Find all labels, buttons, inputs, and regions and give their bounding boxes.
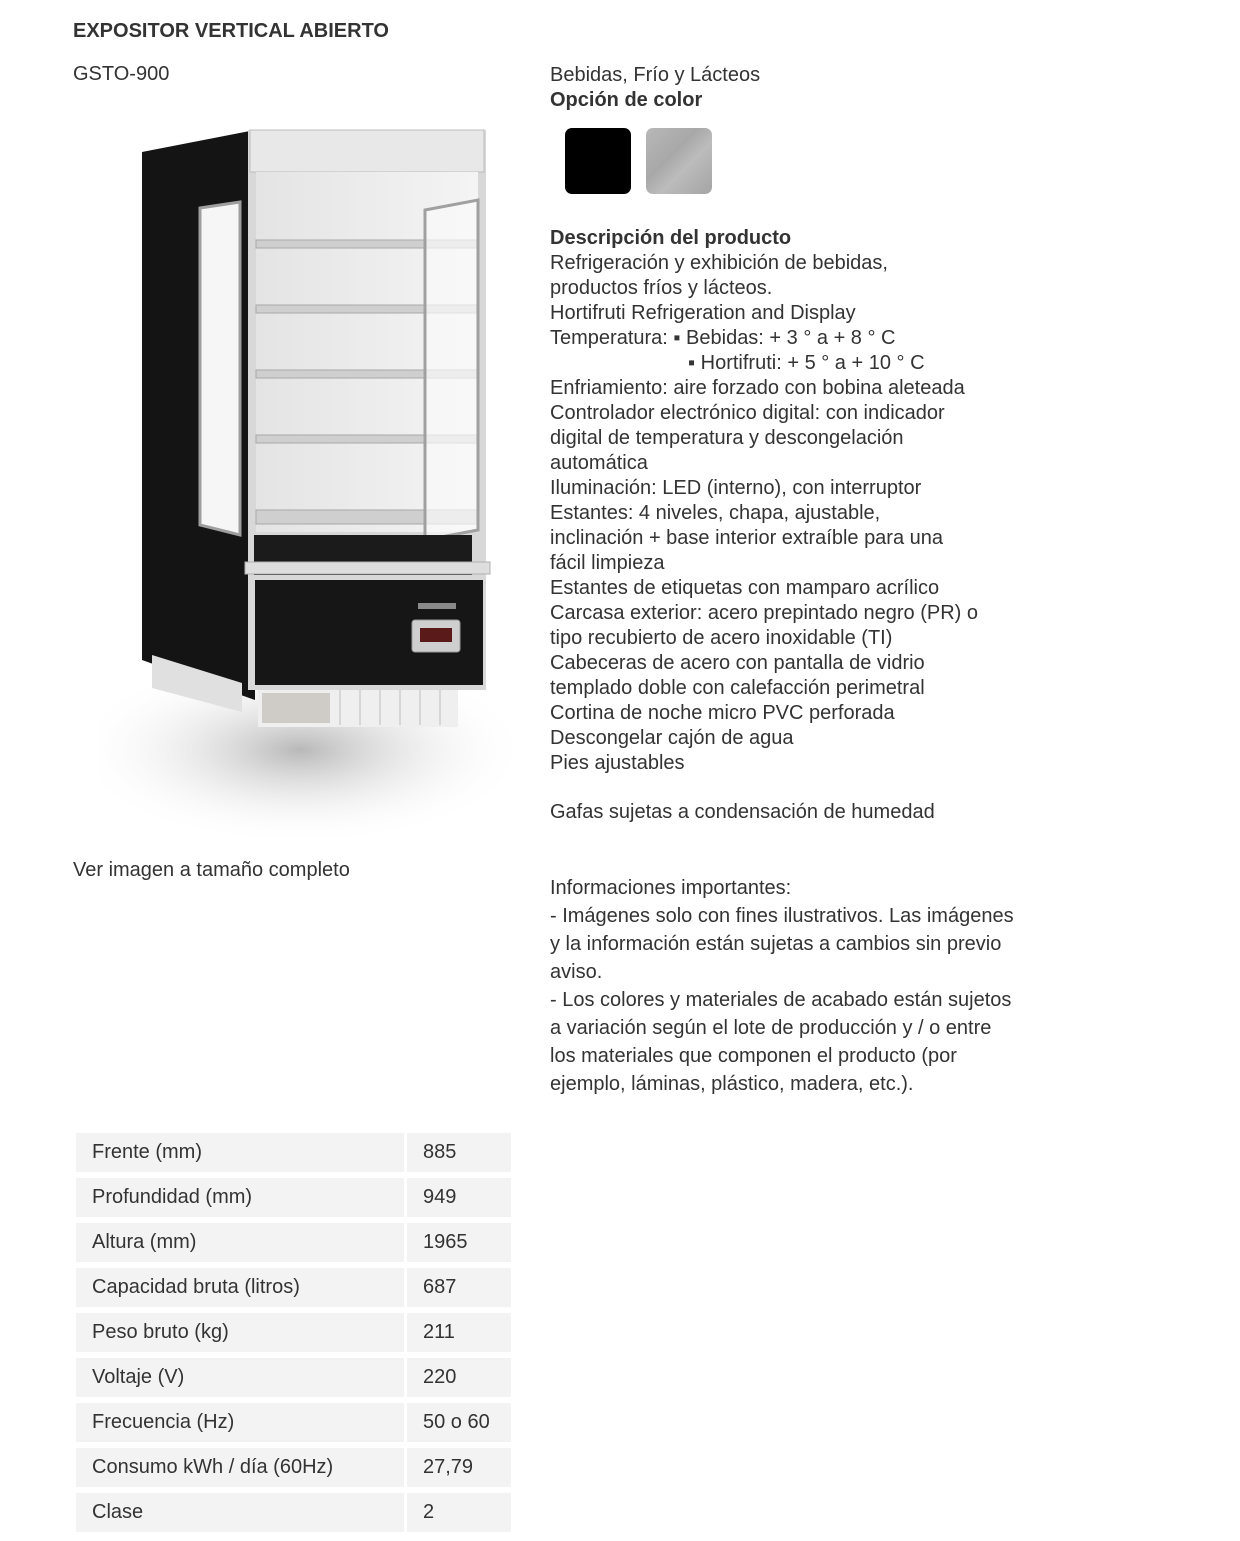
spec-row — [76, 1178, 511, 1217]
info-paragraph: - Imágenes solo con fines ilustrativos. Las imágenes y la información están sujetas a cambios sin previo aviso. — [550, 905, 1014, 983]
spec-label: Consumo kWh / día (60Hz) — [76, 1448, 404, 1487]
spec-value: 1965 — [407, 1223, 511, 1262]
spec-row — [76, 1493, 511, 1532]
info-paragraph: - Los colores y materiales de acabado están sujetos a variación según el lote de producción y / o entre los materiales que componen el producto (por ejemplo, láminas, plástico, madera, etc.). — [550, 989, 1012, 1095]
spec-value: 27,79 — [407, 1448, 511, 1487]
color-swatch-stainless[interactable] — [646, 128, 712, 194]
spec-value: 211 — [407, 1313, 511, 1352]
color-swatch-black[interactable] — [565, 128, 631, 194]
spec-row — [76, 1313, 511, 1352]
spec-label: Altura (mm) — [76, 1223, 404, 1262]
spec-row — [76, 1448, 511, 1487]
description-title: Descripción del producto — [550, 227, 792, 249]
description-line: Carcasa exterior: acero prepintado negro (PR) o — [550, 602, 978, 624]
color-option-heading: Opción de color — [550, 89, 703, 111]
spec-label: Voltaje (V) — [76, 1358, 404, 1397]
spec-value: 220 — [407, 1358, 511, 1397]
product-description — [550, 226, 1050, 825]
spec-value: 885 — [407, 1133, 511, 1172]
spec-label: Profundidad (mm) — [76, 1178, 404, 1217]
specs-table — [73, 1127, 514, 1538]
spec-value: 687 — [407, 1268, 511, 1307]
description-line: Refrigeración y exhibición de bebidas, — [550, 252, 888, 274]
spec-value: 50 o 60 — [407, 1403, 511, 1442]
spec-label: Frecuencia (Hz) — [76, 1403, 404, 1442]
important-info — [550, 874, 1020, 1098]
spec-row — [76, 1223, 511, 1262]
description-line: Hortifruti Refrigeration and Display — [550, 302, 856, 324]
product-header — [550, 63, 1030, 113]
description-line: Controlador electrónico digital: con indicador — [550, 402, 945, 424]
spec-row — [76, 1268, 511, 1307]
spec-row — [76, 1133, 511, 1172]
spec-label: Peso bruto (kg) — [76, 1313, 404, 1352]
spec-label: Capacidad bruta (litros) — [76, 1268, 404, 1307]
description-line: Estantes: 4 niveles, chapa, ajustable, — [550, 502, 881, 524]
description-line: ▪ Hortifruti: + 5 ° a + 10 ° C — [688, 352, 925, 374]
category-label: Bebidas, Frío y Lácteos — [550, 64, 761, 86]
description-line: Cabeceras de acero con pantalla de vidrio — [550, 652, 925, 674]
description-line: Iluminación: LED (interno), con interruptor — [550, 477, 922, 499]
description-line: Cortina de noche micro PVC perforada — [550, 702, 895, 724]
spec-value: 949 — [407, 1178, 511, 1217]
description-line: tipo recubierto de acero inoxidable (TI) — [550, 627, 893, 649]
description-line: productos fríos y lácteos. — [550, 277, 773, 299]
spec-label: Frente (mm) — [76, 1133, 404, 1172]
description-line: automática — [550, 452, 648, 474]
page-title: EXPOSITOR VERTICAL ABIERTO — [73, 20, 389, 42]
spec-row — [76, 1358, 511, 1397]
model-code: GSTO-900 — [73, 63, 170, 85]
spec-value: 2 — [407, 1493, 511, 1532]
description-line: inclinación + base interior extraíble para una — [550, 527, 944, 549]
description-line: Pies ajustables — [550, 752, 685, 774]
description-line: Temperatura: ▪ Bebidas: + 3 ° a + 8 ° C — [550, 327, 896, 349]
description-line: Estantes de etiquetas con mamparo acrílico — [550, 577, 940, 599]
spec-row — [76, 1403, 511, 1442]
description-note: Gafas sujetas a condensación de humedad — [550, 801, 935, 823]
info-title: Informaciones importantes: — [550, 877, 792, 899]
description-line: Descongelar cajón de agua — [550, 727, 794, 749]
description-line: digital de temperatura y descongelación — [550, 427, 904, 449]
full-image-link[interactable]: Ver imagen a tamaño completo — [73, 859, 350, 881]
description-line: Enfriamiento: aire forzado con bobina aleteada — [550, 377, 965, 399]
spec-label: Clase — [76, 1493, 404, 1532]
product-image[interactable] — [100, 100, 540, 860]
description-line: fácil limpieza — [550, 552, 665, 574]
description-line: templado doble con calefacción perimetral — [550, 677, 925, 699]
